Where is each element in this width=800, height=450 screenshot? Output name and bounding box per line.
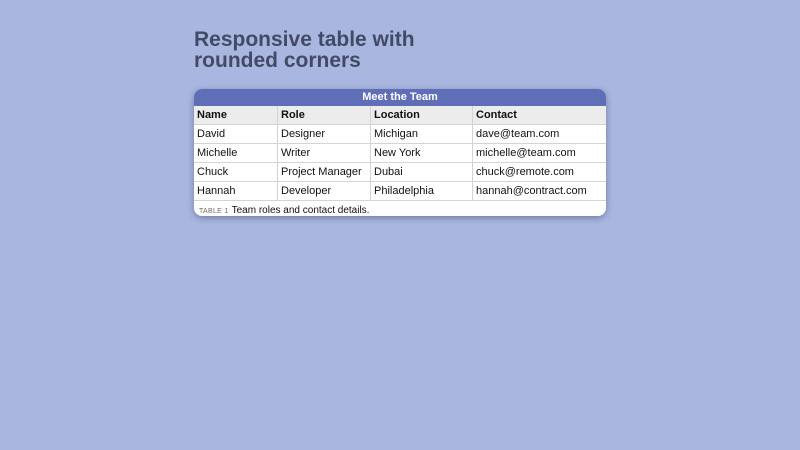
team-table-card xyxy=(194,89,606,216)
cell-location: New York xyxy=(371,144,473,163)
cell-contact: dave@team.com xyxy=(473,125,607,144)
cell-role: Project Manager xyxy=(278,163,371,182)
page-title-line-1: Responsive table with xyxy=(194,28,415,51)
cell-role: Developer xyxy=(278,182,371,201)
table-header-row xyxy=(194,106,606,125)
header-name: Name xyxy=(194,106,278,125)
table-row xyxy=(194,144,606,163)
cell-location: Dubai xyxy=(371,163,473,182)
cell-name: David xyxy=(194,125,278,144)
cell-contact: hannah@contract.com xyxy=(473,182,607,201)
header-location: Location xyxy=(371,106,473,125)
cell-role: Writer xyxy=(278,144,371,163)
cell-location: Philadelphia xyxy=(371,182,473,201)
footnote-label: TABLE 1 xyxy=(199,208,229,215)
footnote-text: Team roles and contact details. xyxy=(231,205,370,216)
page-title-line-2: rounded corners xyxy=(194,49,361,72)
table-row xyxy=(194,182,606,201)
cell-location: Michigan xyxy=(371,125,473,144)
table-row xyxy=(194,163,606,182)
header-contact: Contact xyxy=(473,106,607,125)
cell-name: Hannah xyxy=(194,182,278,201)
cell-role: Designer xyxy=(278,125,371,144)
table-caption: Meet the Team xyxy=(194,89,606,106)
team-table xyxy=(194,106,606,201)
table-footnote xyxy=(194,201,606,216)
cell-name: Chuck xyxy=(194,163,278,182)
header-role: Role xyxy=(278,106,371,125)
cell-contact: chuck@remote.com xyxy=(473,163,607,182)
cell-name: Michelle xyxy=(194,144,278,163)
table-row xyxy=(194,125,606,144)
page-title xyxy=(194,29,454,71)
cell-contact: michelle@team.com xyxy=(473,144,607,163)
